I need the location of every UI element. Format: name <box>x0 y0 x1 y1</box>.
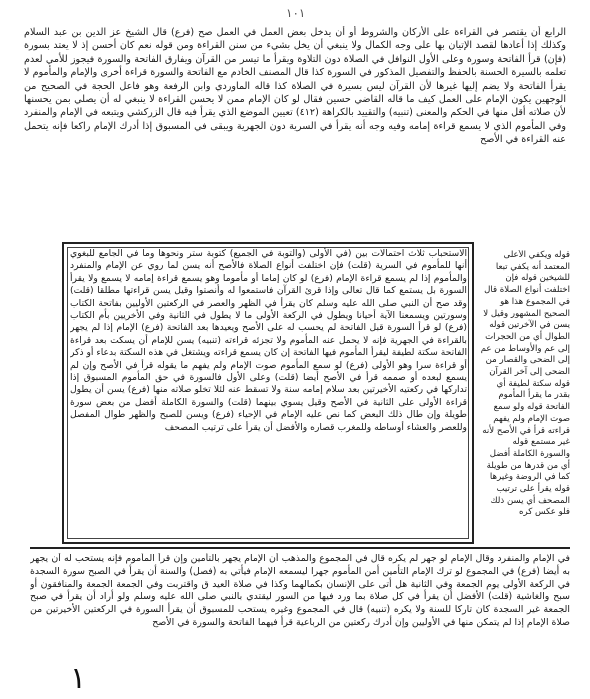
separator-rule <box>30 547 570 549</box>
footer-mark: ١ <box>70 661 87 696</box>
main-text-bottom: في الإمام والمنفرد وقال الإمام لو جهر لم يكره قال في المجموع والمذهب أن الإمام يجهر بالتأمين وإن قرأ المأموم فإنه يستحب له أن يجهر به أيضا (فرع) في المجموع لو ترك الإمام التأمين أمن المأموم جهرا ليسمعه الإمام فيأتي به (فصل) والسنة أن يقرأ في الصبح سورة السجدة في الركعة الأولى يوم الجمعة وفي الثانية هل أتى على الإنسان بكمالهما وكذا في صلاة العيد ق واقتربت وفي الجمعة الجمعة والمنافقون أو سبح والغاشية (قلت) الأفضل أن يقرأ في كل صلاة بما ورد فيها من السور ليقتدي بالنبي صلى الله عليه وسلم ولو أراد أن يقرأ في صبح الجمعة غير السجدة كان تاركا للسنة ولا يكره (تنبيه) قال في المجموع وغيره يستحب للمسبوق أن يقرأ السورة في الركعتين الأخيرتين من صلاة الإمام إذا لم يتمكن منها في الأوليين وإن أدرك ركعتين من الرباعية قرأ فيهما الفاتحة والسورة في الأصح <box>30 553 570 628</box>
main-text-top: الرابع أن يقتصر في القراءة على الأركان والشروط أو أن يدخل بعض العمل في العمل صح (فرع) قال الشيخ عز الدين بن عبد السلام وكذلك إذا أعادها لقصد الإتيان بها على وجه الكمال ولا ينبغي أن يخل بشيء من سنن القراءة ومن قوله نعم كان أحسن إذ لا يعتد بسورة (فإن) قرأ الفاتحة وسورة وعلى الأول النوافل في الصلاة دون التلاوة ويقرأ ما تيسر من القرآن ويفارق الفاتحة والسورة فيجوز للأمي لعدم تعلمه بالسيرة الحسنة بالحفظ والتفصيل المذكور في السورة كذا قال المصنف الخادم مع الفاتحة والسورة قراءة أخرى والإمام والمأموم لا يقرأ الفاتحة ولا يضم إليها غيرها لأن القرآن ليس بسيرة في الصلاة كذا قاله الماوردي وابن الرفعة وهو فاعل الحجة في الصحيح من الوجهين يكون الإمام على العمل كيف ما قاله القاضي حسين فقال لو كان الإمام ممن لا يحسن القراءة لا ينبغي له أن يصلي بمن يحسنها لأن صلاته أقل منها في الحكم والمعنى (تنبيه) والتقييد بالكراهة (٤١٢) تعيين الموضع الذي يقرأ فيه قال الزركشي ويتبعه في الإمام والمنفرد وفي المأموم الذي لا يسمع قراءة إمامه وفيه وجه أنه يقرأ في السرية دون الجهرية ويبقى في المسبوق إذا أدرك الإمام راكعا فإنه يتحمل عنه القراءة في الأصح <box>24 27 566 146</box>
margin-notes: قوله ويكفي الأعلى المعتمد أنه يكفي تبعا للشيخين قوله فإن اختلفت أنواع الصلاة قال في المجموع هذا هو الصحيح المشهور وقيل لا يسن في الآخرتين قوله الطوال أي من الحجرات إلى عم والأوساط من عم إلى الضحى والقصار من الضحى إلى آخر القرآن قوله سكتة لطيفة أي بقدر ما يقرأ المأموم الفاتحة قوله ولو سمع صوت الإمام ولم يفهم قراءته قرأ في الأصح لأنه غير مستمع قوله والسورة الكاملة أفضل أي من قدرها من طويلة كما في الروضة وغيرها قوله يقرأ على ترتيب المصحف أي يسن ذلك فلو عكس كره <box>480 250 570 518</box>
page-number: ١٠١ <box>286 6 306 20</box>
framed-commentary-text: الاستحباب ثلاث احتمالات بين (في الأولى (والتوبة في الجميع) كتوبة ستر ونحوها وما في الجامع للبغوي أنها للمأموم في السرية (قلت) فإن اختلفت أنواع الصلاة فالأصح أنه يسن لما روي عن الإمام والمنفرد والمأموم إذا لم يسمع قراءة الإمام (فرع) لو كان إماما أو مأموما وهو يسمع قراءة إمامه لا يسمع ولا يقرأ السورة بل يستمع كما قال تعالى وإذا قرئ القرآن فاستمعوا له وأنصتوا وقيل يسن قراءتها مطلقا (قلت) وقد صح أن النبي صلى الله عليه وسلم كان يقرأ في الظهر والعصر في الركعتين الأوليين بفاتحة الكتاب وسورتين ويسمعنا الآية أحيانا ويطول في الركعة الأولى ما لا يطول في الثانية وفي الأخريين بأم الكتاب (فرع) لو قرأ السورة قبل الفاتحة لم يحسب له على الأصح ويعيدها بعد الفاتحة (فرع) الإمام إذا لم يجهر بالقراءة في الجهرية فإنه لا يحمل عنه المأموم ولا تجزئه قراءته (تنبيه) يسن للإمام أن يسكت بعد قراءة الفاتحة سكتة لطيفة ليقرأ المأموم فيها الفاتحة إن كان يسمع قراءته ويشتغل في هذه السكتة بدعاء أو ذكر أو قراءة سرا وهو الأولى (فرع) لو سمع المأموم صوت الإمام ولم يفهم ما يقوله قرأ في الأصح وإن لم يسمع لبعده أو صممه قرأ في الأصح أيضا (قلت) وعلى الأول فالسورة في حق المأموم المسبوق إذا تداركها في ركعتيه الأخيرتين بعد سلام إمامه سنة ولا تسقط عنه لئلا تخلو صلاته منها (فرع) يسن أن يطول قراءة الأولى على الثانية في الأصح وقيل يسوي بينهما (قلت) والسورة الكاملة أفضل من بعض سورة طويلة وإن طال ذلك البعض كما نص عليه الإمام في الإحياء (فرع) ويسن للصبح والظهر طوال المفصل وللعصر والعشاء أوساطه وللمغرب قصاره والأفضل أن يقرأ على ترتيب المصحف <box>70 248 467 433</box>
